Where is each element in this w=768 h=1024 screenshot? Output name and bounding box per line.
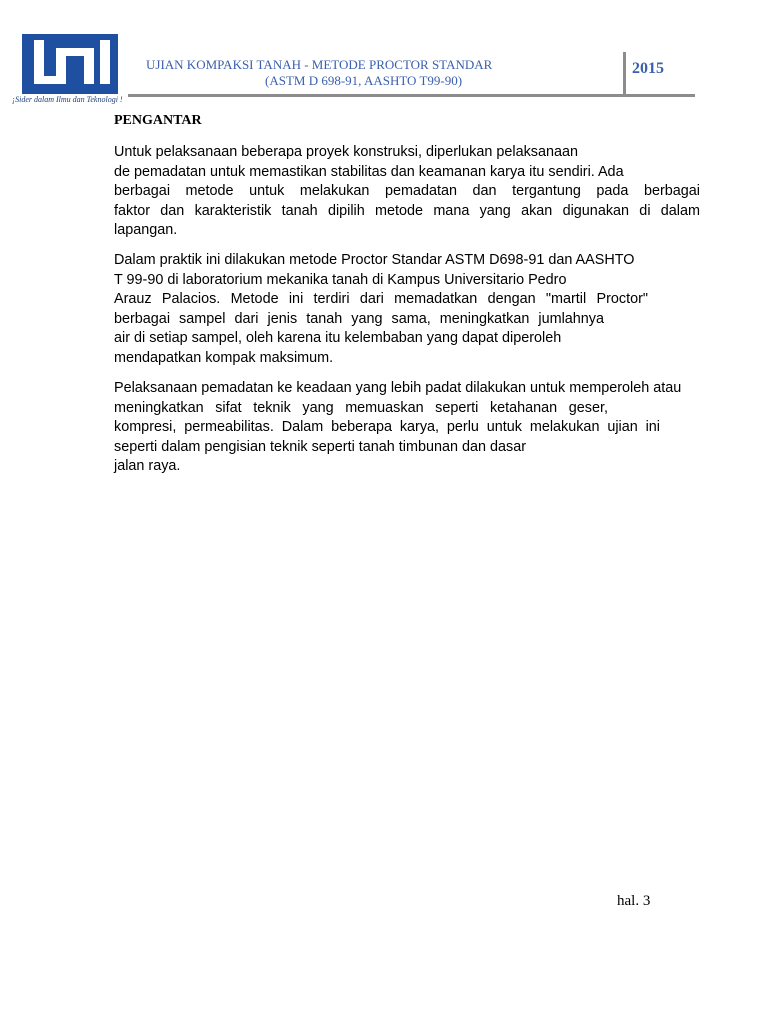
paragraph-line: mendapatkan kompak maksimum.: [114, 349, 334, 366]
paragraph-line: lapangan.: [114, 222, 178, 238]
paragraph-line: berbagai metode untuk melakukan pemadatan dan tergantung pada berbagai: [114, 183, 700, 199]
paragraph-line: meningkatkan sifat teknik yang memuaskan seperti ketahanan geser,: [114, 399, 608, 416]
header-divider: [128, 94, 695, 97]
paragraph-line: Dalam praktik ini dilakukan metode Proctor Standar ASTM D698-91 dan AASHTO: [114, 252, 635, 268]
paragraph-line: jalan raya.: [114, 458, 181, 474]
paragraph-line: Arauz Palacios. Metode ini terdiri dari memadatkan dengan "martil Proctor": [114, 291, 648, 307]
header-title-line2: (ASTM D 698-91, AASHTO T99-90): [265, 73, 463, 88]
paragraph-line: Untuk pelaksanaan beberapa proyek konstruksi, diperlukan pelaksanaan: [114, 144, 578, 160]
paragraph-line: de pemadatan untuk memastikan stabilitas dan keamanan karya itu sendiri. Ada: [114, 163, 624, 180]
paragraph-line: T 99-90 di laboratorium mekanika tanah di Kampus Universitario Pedro: [114, 271, 567, 288]
page-number: hal. 3: [617, 893, 651, 909]
paragraph-line: seperti dalam pengisian teknik seperti tanah timbunan dan dasar: [114, 438, 526, 455]
header-year: 2015: [632, 60, 664, 77]
paragraph-2: [114, 251, 700, 368]
document-header-title: [146, 57, 566, 89]
logo-tagline: ¡Sider dalam Ilmu dan Teknologi !: [12, 95, 123, 104]
paragraph-1: [114, 143, 700, 241]
unan-logo-icon: [22, 34, 118, 94]
paragraph-line: Pelaksanaan pemadatan ke keadaan yang lebih padat dilakukan untuk memperoleh atau: [114, 380, 682, 396]
paragraph-line: kompresi, permeabilitas. Dalam beberapa karya, perlu untuk melakukan ujian ini: [114, 419, 660, 435]
paragraph-line: berbagai sampel dari jenis tanah yang sama, meningkatkan jumlahnya: [114, 310, 604, 327]
paragraph-line: air di setiap sampel, oleh karena itu kelembaban yang dapat diperoleh: [114, 330, 562, 346]
paragraph-line: faktor dan karakteristik tanah dipilih metode mana yang akan digunakan di dalam: [114, 202, 700, 219]
paragraph-3: [114, 379, 700, 477]
header-vertical-divider: [623, 52, 626, 96]
section-title: PENGANTAR: [114, 113, 202, 128]
header-title-line1: UJIAN KOMPAKSI TANAH - METODE PROCTOR STANDAR: [146, 57, 493, 72]
